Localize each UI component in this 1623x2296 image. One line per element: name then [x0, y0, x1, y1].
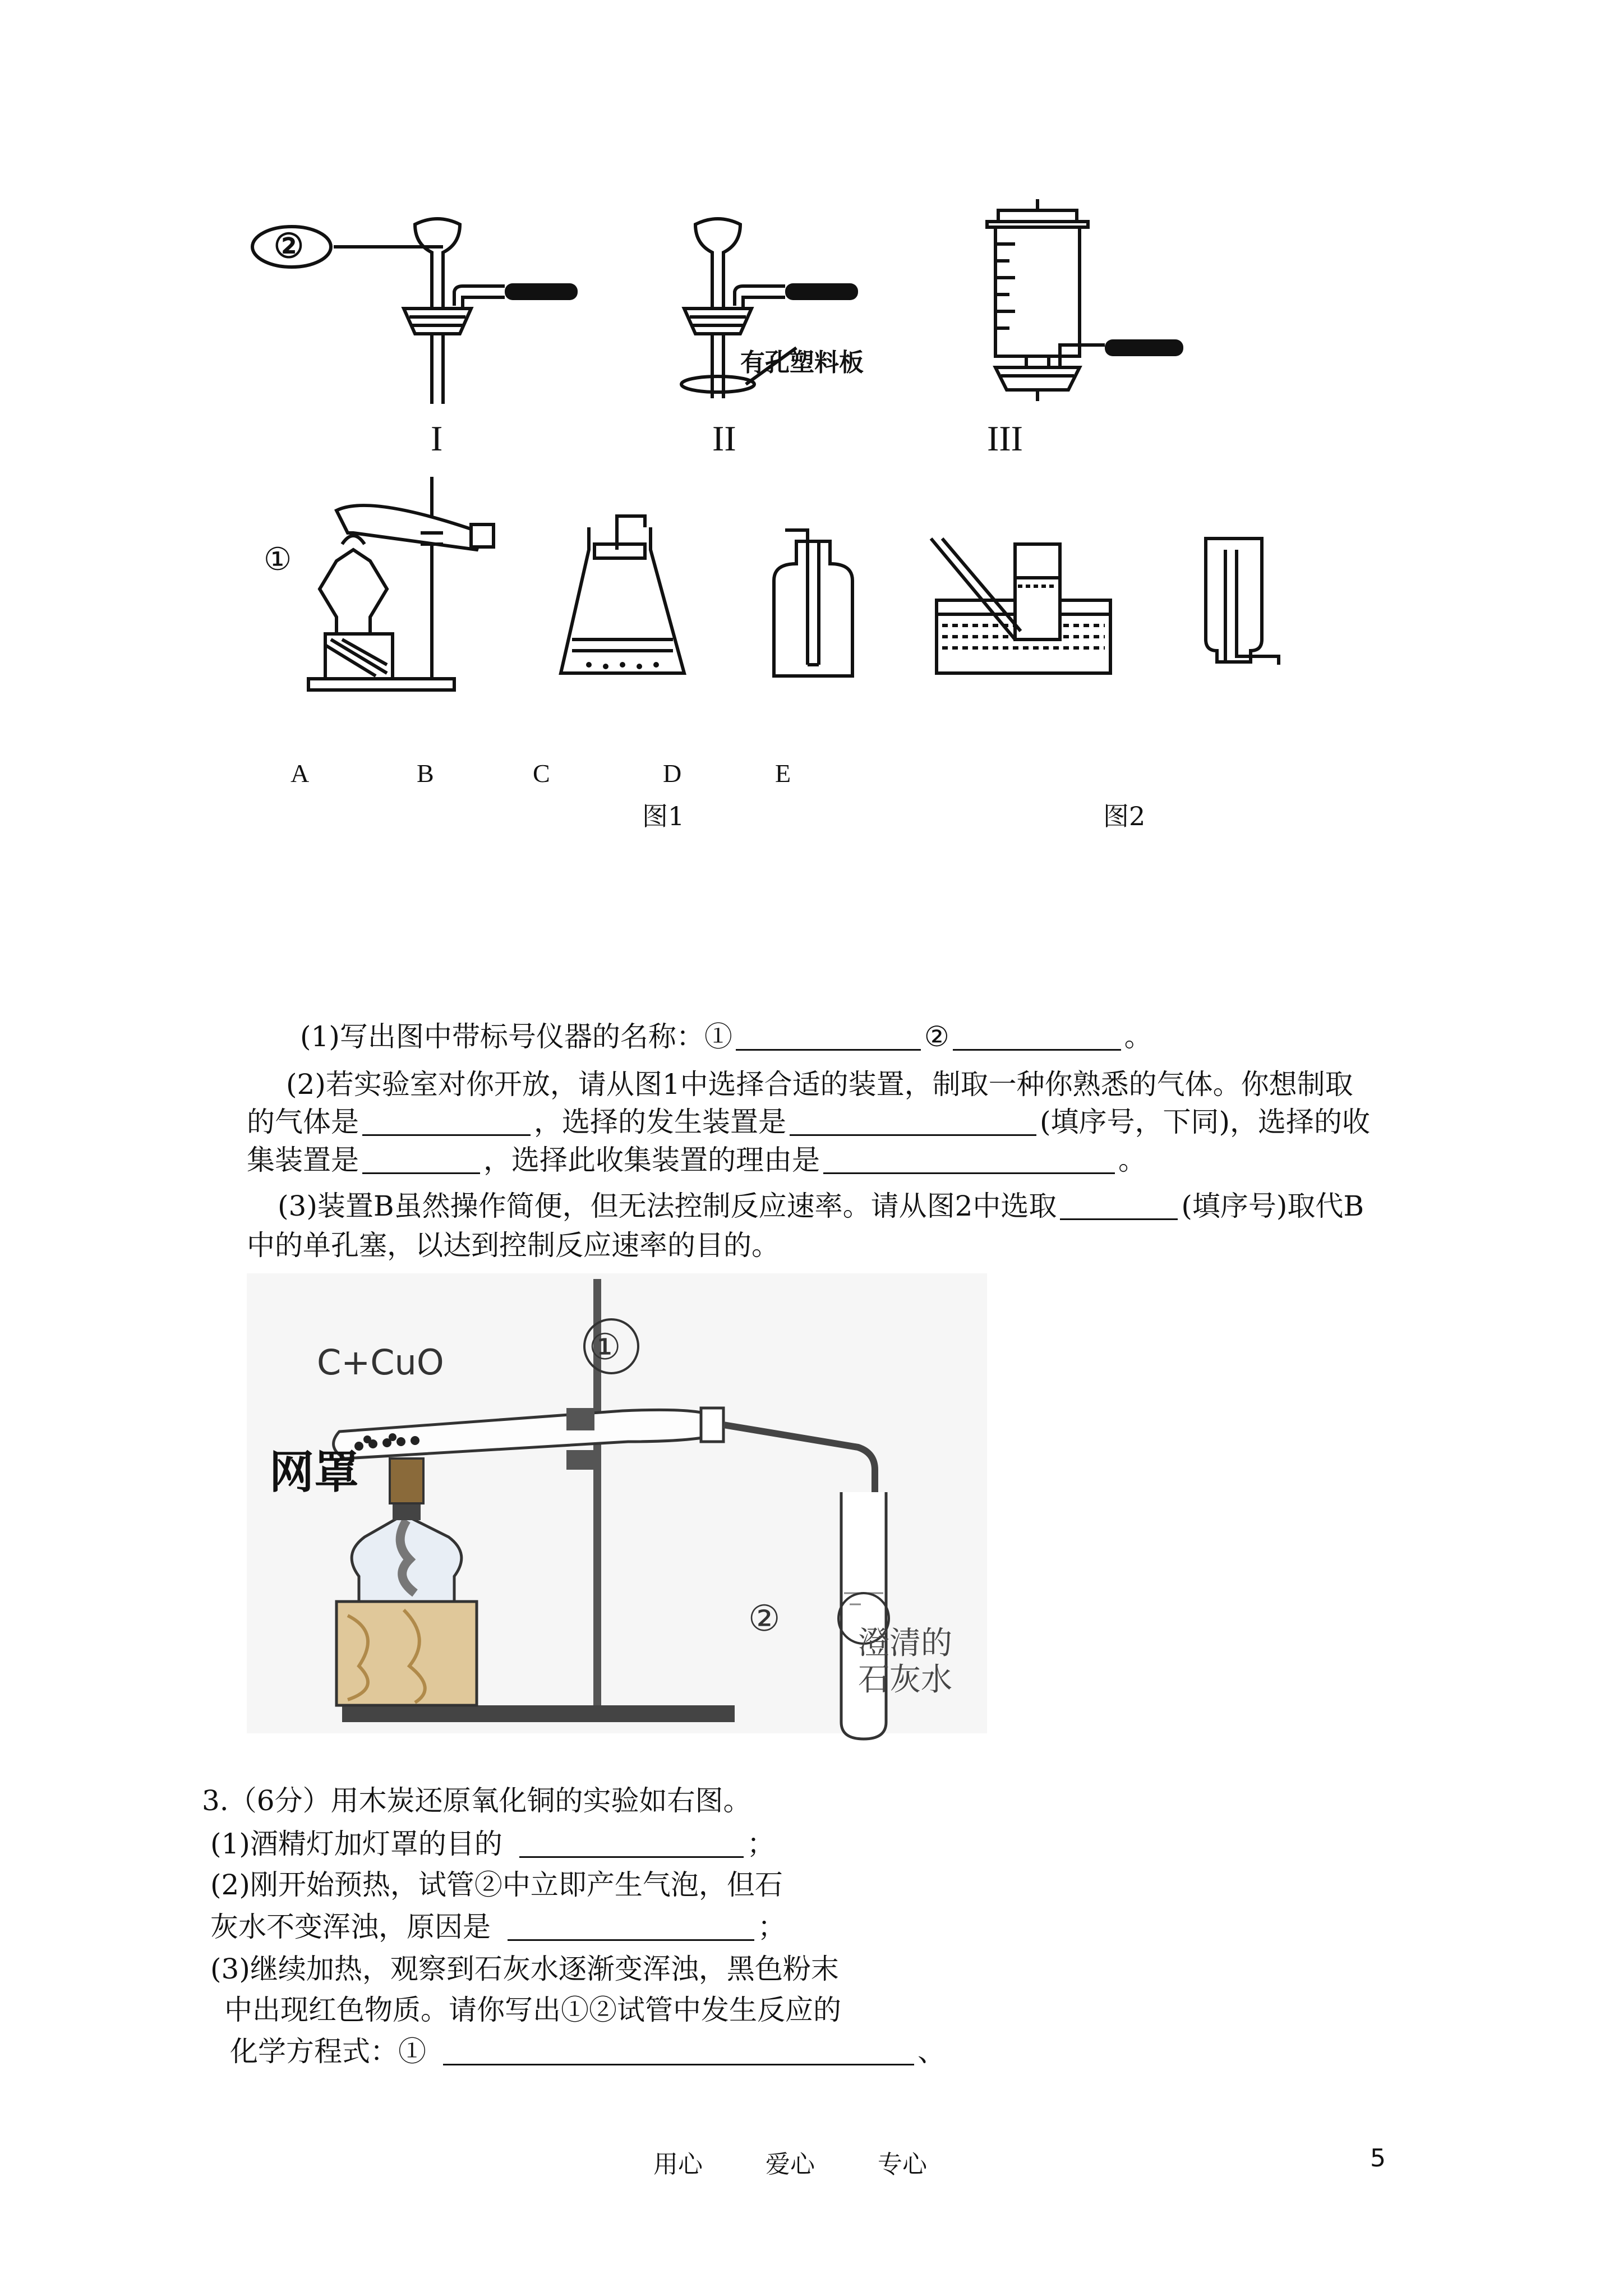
- answer-blank-lamp-cover[interactable]: [519, 1832, 744, 1858]
- q3-line-2: (2)刚开始预热，试管②中立即产生气泡，但石: [210, 1869, 783, 1901]
- device-E: [1200, 527, 1284, 673]
- limewater-label-2: 石灰水: [858, 1662, 952, 1698]
- device-letter-B: B: [417, 759, 434, 788]
- q2-line4-c: 。: [1118, 1144, 1146, 1176]
- answer-blank-gas[interactable]: [362, 1110, 531, 1136]
- answer-blank-reason[interactable]: [823, 1148, 1115, 1174]
- footer-item-2: 爱心: [766, 2150, 815, 2179]
- answer-blank-reason-2[interactable]: [508, 1915, 754, 1941]
- callout-tube-2: ②: [748, 1598, 781, 1640]
- answer-blank-replacement[interactable]: [1060, 1194, 1178, 1220]
- page-number: 5: [1370, 2144, 1386, 2173]
- q3-line-5: 中出现红色物质。请你写出①②试管中发生反应的: [224, 1994, 841, 2026]
- q3-line-3: [210, 1913, 786, 1941]
- device-letter-C: C: [533, 759, 550, 788]
- footer-item-1: 用心: [653, 2150, 703, 2179]
- footer-item-3: 专心: [878, 2150, 927, 2179]
- answer-blank-instrument-2[interactable]: [953, 1024, 1121, 1051]
- q2-line1-prefix: (1)写出图中带标号仪器的名称：①: [300, 1020, 732, 1053]
- q3-line3-a: 灰水不变浑浊，原因是: [210, 1911, 491, 1943]
- q2-line-3: [247, 1108, 1370, 1136]
- q2-line3-b: ，选择的发生装置是: [534, 1106, 786, 1138]
- q2-line3-c: (填序号，下同)，选择的收: [1040, 1106, 1371, 1138]
- q3-line-4: (3)继续加热，观察到石灰水逐渐变浑浊，黑色粉末: [210, 1953, 839, 1985]
- q2-line1-mid: ②: [924, 1020, 949, 1053]
- caption-figure-1: 图1: [642, 801, 685, 831]
- q3-line1-b: ；: [746, 1828, 775, 1860]
- answer-blank-collector[interactable]: [362, 1148, 480, 1174]
- device-D: [931, 533, 1116, 679]
- q3-line6-b: 、: [917, 2035, 946, 2068]
- device-III: [965, 199, 1200, 412]
- device-A: [303, 477, 516, 696]
- q3-title: 3.（6分）用木炭还原氧化铜的实验如右图。: [202, 1784, 751, 1817]
- net-label: 网罩: [269, 1446, 359, 1498]
- q3-line6-a: 化学方程式：①: [230, 2035, 426, 2068]
- answer-blank-instrument-1[interactable]: [736, 1024, 921, 1051]
- device-letter-D: D: [663, 759, 682, 788]
- q2-line3-a: 的气体是: [247, 1106, 359, 1138]
- device-C: [768, 530, 858, 682]
- q3-line1-a: (1)酒精灯加灯罩的目的: [210, 1828, 502, 1860]
- q2-line-2: (2)若实验室对你开放，请从图1中选择合适的装置，制取一种你熟悉的气体。你想制取: [286, 1068, 1353, 1101]
- q2-line-6: 中的单孔塞，以达到控制反应速率的目的。: [247, 1229, 780, 1262]
- caption-figure-2: 图2: [1103, 801, 1146, 831]
- reagent-label: C+CuO: [317, 1342, 444, 1383]
- device-letter-E: E: [775, 759, 791, 788]
- device-B: [555, 516, 695, 684]
- q2-line-1: [300, 1020, 1152, 1053]
- plate-label: 有孔塑料板: [740, 348, 864, 377]
- q3-line3-b: ；: [758, 1911, 786, 1943]
- answer-blank-equation-1[interactable]: [443, 2039, 914, 2065]
- device-label-I: I: [431, 418, 443, 458]
- limewater-label-1: 澄清的: [858, 1625, 952, 1662]
- callout-2-text: ②: [274, 228, 304, 265]
- q2-line-4: [247, 1146, 1146, 1174]
- q3-line-1: [210, 1830, 775, 1858]
- device-label-III: III: [987, 418, 1023, 458]
- q2-line-5: [278, 1192, 1364, 1220]
- q2-line5-b: (填序号)取代B: [1181, 1190, 1364, 1222]
- q2-line4-b: ，选择此收集装置的理由是: [483, 1144, 820, 1176]
- callout-tube-1: ①: [589, 1327, 621, 1368]
- q2-line1-end: 。: [1124, 1020, 1152, 1053]
- answer-blank-generator[interactable]: [790, 1110, 1036, 1136]
- q3-line-6: [230, 2035, 946, 2068]
- q2-line4-a: 集装置是: [247, 1144, 359, 1176]
- callout-1-text: ①: [264, 541, 292, 578]
- device-letter-A: A: [291, 759, 310, 788]
- device-I: [393, 213, 606, 415]
- device-label-II: II: [712, 418, 736, 458]
- q2-line5-a: (3)装置B虽然操作简便，但无法控制反应速率。请从图2中选取: [278, 1190, 1057, 1222]
